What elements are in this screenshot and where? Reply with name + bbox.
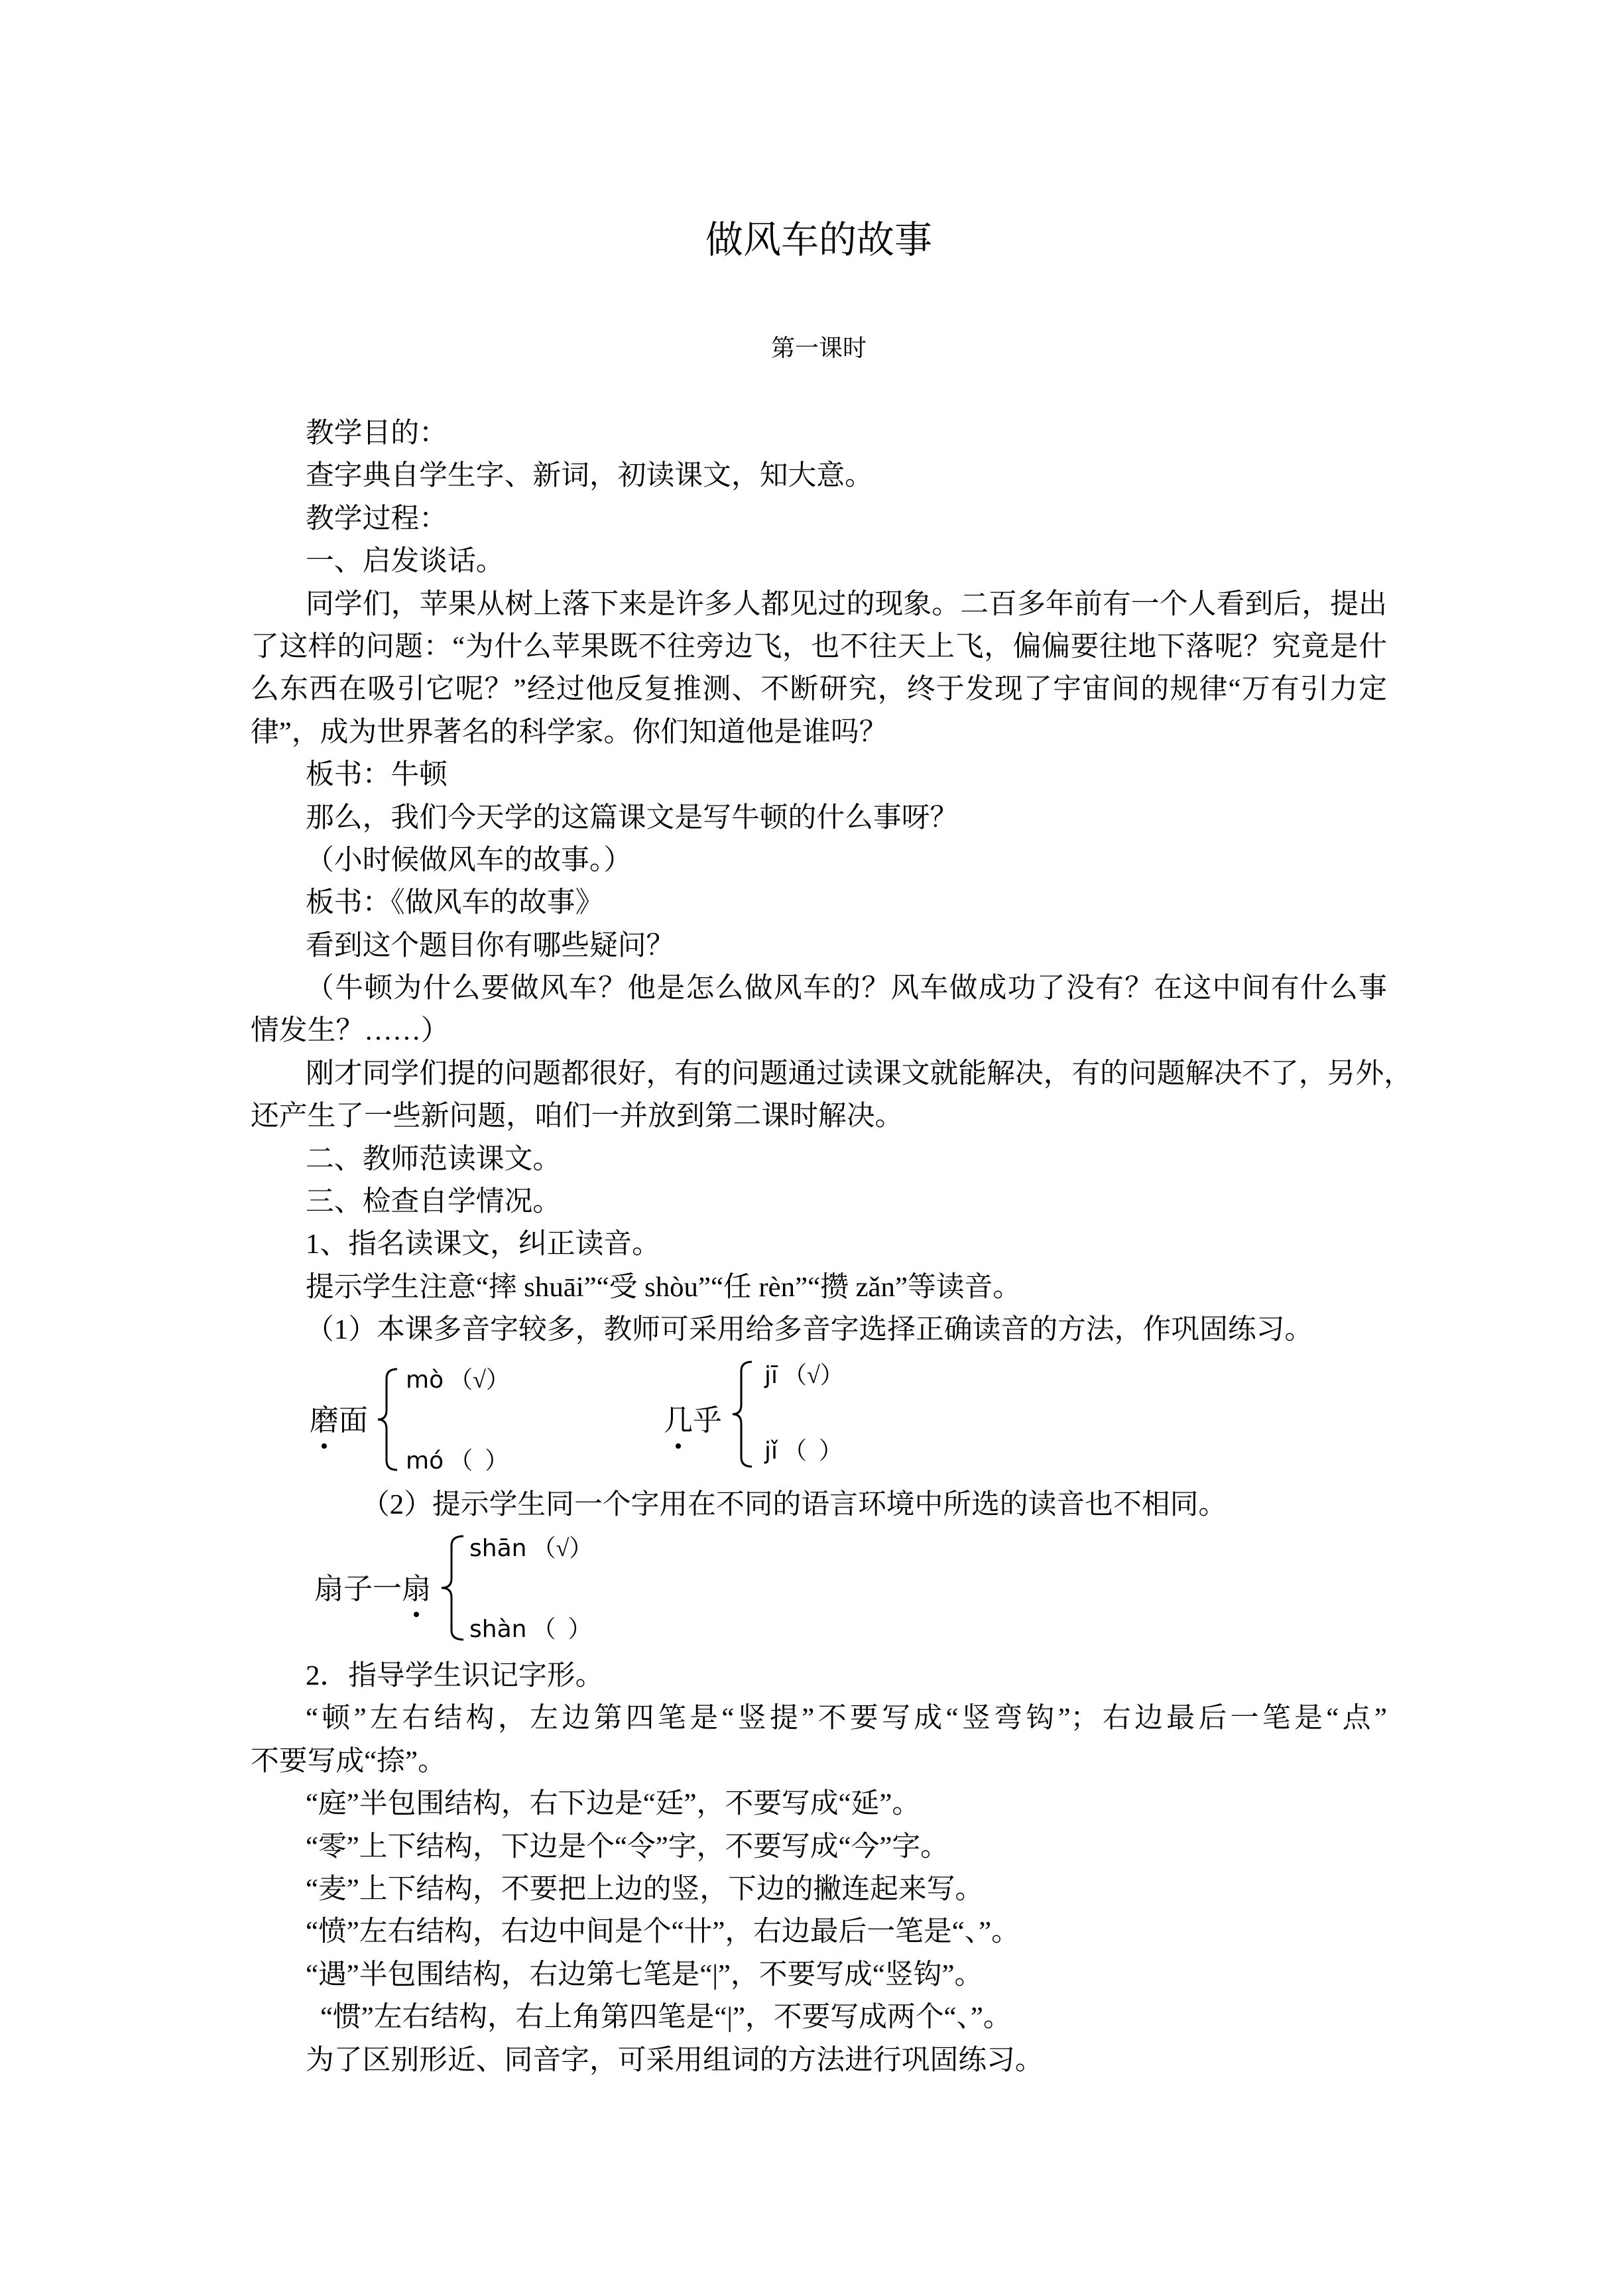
answer-mark: （ ） [449,1447,509,1474]
text-line: “顿”左右结构，左边第四笔是“竖提”不要写成“竖弯钩”；右边最后一笔是“点” [306,1703,1387,1734]
word-char: 磨 [310,1401,339,1441]
answer-mark: （√） [449,1366,510,1393]
text-line: 为了区别形近、同音字，可采用组词的方法进行巩固练习。 [306,2044,1044,2076]
document-title: 做风车的故事 [705,219,932,261]
pinyin: shān [469,1535,527,1562]
pinyin: mó [406,1447,444,1475]
exercise-word [310,1401,368,1441]
text-line: 查字典自学生字、新词，初读课文，知大意。 [306,460,873,492]
pinyin-option [764,1434,843,1467]
lesson-body-part1 [0,412,1623,1352]
text-line: “惯”左右结构，右上角第四笔是“|”，不要写成两个“、”。 [320,2002,1012,2033]
pinyin-option [406,1444,509,1477]
text-line: 看到这个题目你有哪些疑问？ [306,930,675,961]
text-line: 二、教师范读课文。 [306,1143,562,1175]
text-line: （1）本课多音字较多，教师可采用给多音字选择正确读音的方法，作巩固练习。 [306,1314,1313,1346]
pinyin: jǐ [764,1437,778,1465]
text-line: 么东西在吸引它呢？”经过他反复推测、不断研究，终于发现了宇宙间的规律“万有引力定 [251,674,1387,705]
text-line: “庭”半包围结构，右下边是“廷”，不要写成“延”。 [306,1788,921,1820]
text-line: 了这样的问题：“为什么苹果既不往旁边飞，也不往天上飞，偏偏要往地下落呢？究竟是什 [251,631,1387,662]
text-line: 不要写成“捺”。 [251,1745,446,1777]
text-line: 一、启发谈话。 [306,546,505,577]
brace-icon [440,1535,465,1641]
answer-mark: （ ） [532,1616,592,1642]
text-line: 1、指名读课文，纠正读音。 [306,1229,660,1260]
brace-icon [376,1368,398,1471]
text-line: （牛顿为什么要做风车？他是怎么做风车的？风车做成功了没有？在这中间有什么事 [306,973,1387,1004]
text-line: “遇”半包围结构，右边第七笔是“|”，不要写成“竖钩”。 [306,1959,983,1990]
lesson-body-part2 [0,1484,1623,1526]
text-line: “愤”左右结构，右边中间是个“卄”，右边最后一笔是“、”。 [306,1916,1020,1948]
word-char: 扇 [402,1569,431,1609]
word-char: 乎 [693,1404,722,1437]
answer-mark: （√） [783,1362,844,1388]
text-line: 还产生了一些新问题，咱们一并放到第二课时解决。 [251,1101,904,1132]
word-char: 子 [343,1572,373,1606]
text-line: “麦”上下结构，不要把上边的竖，下边的撇连起来写。 [306,1873,984,1905]
text-line: “零”上下结构，下边是个“令”字，不要写成“今”字。 [306,1831,949,1862]
polyphone-exercise-1 [0,1352,1623,1483]
text-line: 教学目的： [306,418,448,449]
word-char: 扇 [314,1572,343,1606]
text-line: 2．指导学生识记字形。 [306,1660,604,1691]
text-line: 同学们，苹果从树上落下来是许多人都见过的现象。二百多年前有一个人看到后，提出 [306,588,1387,620]
pinyin: jī [764,1362,778,1389]
lesson-body-part3 [0,1655,1623,2082]
pinyin: shàn [469,1616,527,1643]
pinyin: mò [406,1366,444,1394]
pinyin-option [406,1363,510,1396]
text-line: 情发生？……） [251,1015,450,1047]
exercise-word [664,1401,722,1441]
text-line: （小时候做风车的故事。） [306,844,632,876]
text-line: 三、检查自学情况。 [306,1186,562,1218]
word-char: 面 [339,1404,368,1437]
text-line: 教学过程： [306,503,448,534]
exercise-word [314,1569,431,1609]
pinyin-option [469,1532,593,1565]
text-line: 律”，成为世界著名的科学家。你们知道他是谁吗？ [251,716,888,748]
text-line: 提示学生注意“摔 shuāi”“受 shòu”“任 rèn”“攒 zǎn”等读音。 [306,1271,1022,1303]
text-line: 那么，我们今天学的这篇课文是写牛顿的什么事呀？ [306,802,959,833]
polyphone-exercise-2 [0,1526,1623,1655]
text-line: （2）提示学生同一个字用在不同的语言环境中所选的读音也不相同。 [361,1489,1227,1520]
text-line: 板书：牛顿 [306,759,448,791]
answer-mark: （ ） [783,1437,843,1464]
text-line: 板书：《做风车的故事》 [306,887,604,919]
text-line: 刚才同学们提的问题都很好，有的问题通过读课文就能解决，有的问题解决不了，另外， [306,1057,1413,1089]
pinyin-option [764,1359,844,1392]
lesson-heading: 第一课时 [770,335,867,361]
brace-icon [731,1360,753,1468]
word-char: 几 [664,1401,693,1441]
pinyin-option [469,1612,591,1646]
answer-mark: （√） [532,1535,593,1561]
word-char: 一 [373,1572,402,1606]
